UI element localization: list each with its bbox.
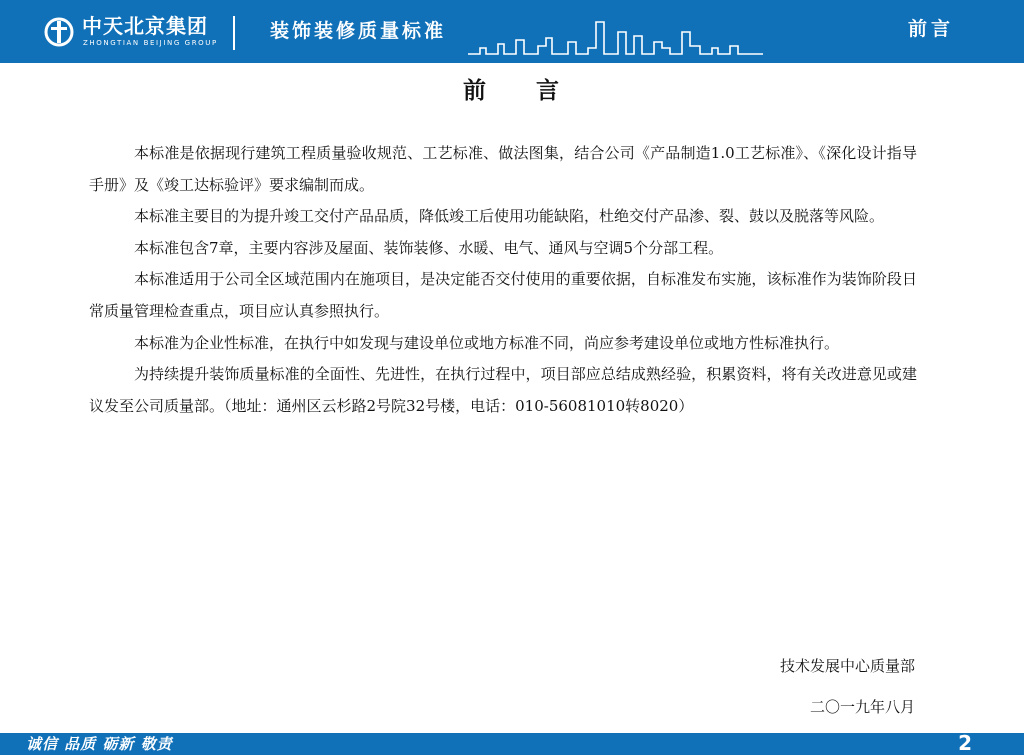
company-logo xyxy=(44,14,224,50)
page-footer xyxy=(0,733,1024,755)
section-label: 前言 xyxy=(908,18,955,40)
paragraph-applicability: 本标准适用于公司全区域范围内在施项目，是决定能否交付使用的重要依据，自标准发布实施，该标准作为装饰阶段日常质量管理检查重点，项目应认真参照执行。 xyxy=(89,270,917,320)
company-slogan: 诚信 品质 砺新 敬责 xyxy=(26,735,173,753)
page-number: 2 xyxy=(958,731,972,755)
zhongtian-logo-icon xyxy=(44,17,74,47)
signature-department: 技术发展中心质量部 xyxy=(779,657,915,675)
city-skyline-icon xyxy=(468,18,763,56)
paragraph-purpose: 本标准主要目的为提升竣工交付产品品质，降低竣工后使用功能缺陷，杜绝交付产品渗、裂、鼓以及脱落等风险。 xyxy=(134,207,885,226)
preface-body xyxy=(89,138,917,422)
paragraph-feedback: 为持续提升装饰质量标准的全面性、先进性，在执行过程中，项目部应总结成熟经验，积累资料，将有关改进意见或建议发至公司质量部。（地址：通州区云杉路2号院32号楼，电话：010-56081010转8020） xyxy=(89,365,917,415)
logo-text-en: ZHONGTIAN BEIJING GROUP xyxy=(83,39,218,47)
logo-text-cn: 中天北京集团 xyxy=(82,14,208,38)
header-divider xyxy=(233,16,235,50)
paragraph-basis: 本标准是依据现行建筑工程质量验收规范、工艺标准、做法图集，结合公司《产品制造1.0工艺标准》、《深化设计指导手册》及《竣工达标验评》要求编制而成。 xyxy=(89,144,917,194)
page-header xyxy=(0,0,1024,63)
document-title: 装饰装修质量标准 xyxy=(270,20,447,42)
paragraph-nature: 本标准为企业性标准，在执行中如发现与建设单位或地方标准不同，尚应参考建设单位或地方性标准执行。 xyxy=(134,333,840,352)
paragraph-scope: 本标准包含7章，主要内容涉及屋面、装饰装修、水暖、电气、通风与空调5个分部工程。 xyxy=(134,238,724,257)
signature-date: 二〇一九年八月 xyxy=(809,698,915,716)
page-title: 前 言 xyxy=(462,78,561,104)
